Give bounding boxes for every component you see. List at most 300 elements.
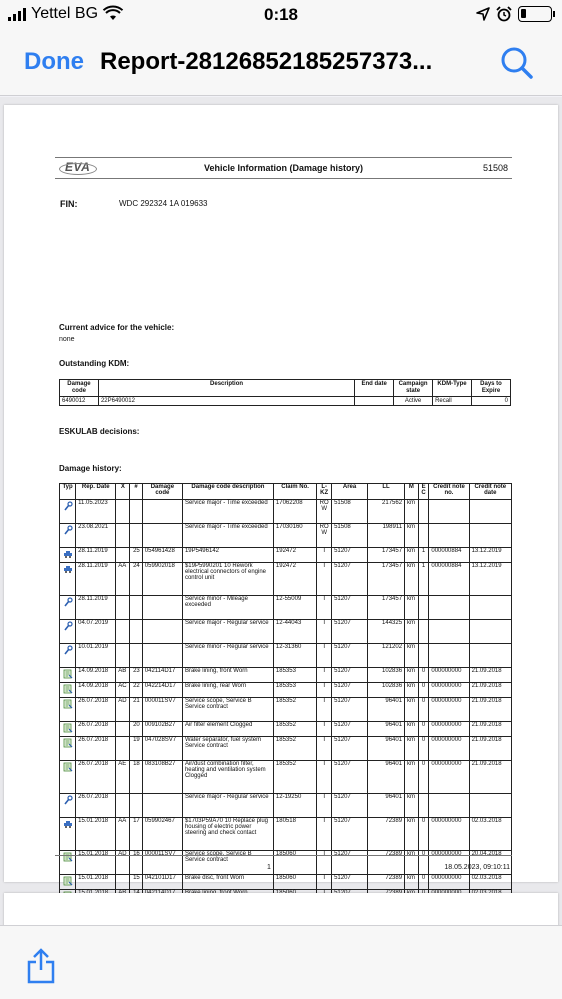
wrench-icon [63,621,73,631]
history-cell: km [405,737,419,761]
history-cell: I [317,563,332,596]
history-cell: 0 [418,761,429,794]
history-row [60,761,512,794]
history-cell: 13.12.2019 [469,548,511,563]
history-cell [116,500,130,524]
battery-icon [518,6,552,22]
nav-bar [0,32,562,96]
pdf-viewer[interactable] [0,97,562,925]
history-cell [469,500,511,524]
history-cell: 02.03.2018 [469,875,511,890]
history-type-cell [60,875,76,890]
history-cell: Brake disc, front Worn [182,875,273,890]
history-cell: 000011SV7 [142,698,182,722]
history-type-cell [60,722,76,737]
history-cell [142,620,182,644]
history-cell: 173457 [368,548,405,563]
history-cell: $1703P59A70 10 Replace plug housing of electric power steering and check contact [182,818,273,851]
report-footer [55,855,512,875]
history-cell: 000000000 [429,761,469,794]
print-datetime: 18.05.2023, 09:10:11 [444,864,510,871]
history-cell: 21.09.2018 [469,722,511,737]
history-label: Damage history: [59,464,122,473]
history-row [60,737,512,761]
service-document-icon [63,723,73,733]
history-row [60,524,512,548]
history-cell: 000000000 [429,737,469,761]
history-cell [418,794,429,818]
history-cell: 15.01.2018 [76,875,116,890]
history-cell: I [317,851,332,875]
history-cell: 24 [130,563,142,596]
history-row [60,500,512,524]
history-cell: 13.12.2019 [469,563,511,596]
history-type-cell [60,620,76,644]
history-cell: km [405,683,419,698]
document-title: Report-28126852185257373... [100,48,433,75]
history-cell: Service major - Regular service [182,620,273,644]
history-cell [116,596,130,620]
history-cell [469,596,511,620]
history-cell: 009102B27 [142,722,182,737]
history-cell: Air/dust combination filter, heating and ventilation system Clogged [182,761,273,794]
search-icon[interactable] [500,46,534,80]
history-cell [469,620,511,644]
history-cell [469,644,511,668]
history-cell: 51207 [332,596,368,620]
history-cell [130,500,142,524]
history-cell: 96401 [368,722,405,737]
history-cell: I [317,737,332,761]
history-cell: 15.01.2018 [76,818,116,851]
history-cell: km [405,620,419,644]
history-cell: 000000884 [429,563,469,596]
history-cell: 17 [130,818,142,851]
history-cell [116,644,130,668]
history-cell: 185060 [273,851,316,875]
history-cell: AC [116,683,130,698]
history-cell: 96401 [368,698,405,722]
kdm-cell: 22P6490012 [98,397,354,406]
history-cell [429,500,469,524]
status-bar [0,0,562,32]
history-cell: I [317,683,332,698]
pdf-page [4,105,558,882]
history-row [60,668,512,683]
history-cell: 121202 [368,644,405,668]
history-cell: 21.09.2018 [469,698,511,722]
history-cell: km [405,794,419,818]
history-cell [429,596,469,620]
history-row [60,875,512,890]
history-cell: 000000000 [429,875,469,890]
history-cell: 185353 [273,668,316,683]
history-cell: 000000884 [429,548,469,563]
history-cell: km [405,851,419,875]
history-cell: I [317,794,332,818]
history-cell [418,524,429,548]
history-cell: 0 [418,851,429,875]
history-cell: 102836 [368,683,405,698]
history-cell: 19P5496142 [182,548,273,563]
history-cell: 15 [130,875,142,890]
history-cell: 192472 [273,548,316,563]
history-type-cell [60,818,76,851]
history-cell: km [405,644,419,668]
history-cell: 0 [418,818,429,851]
history-cell: I [317,818,332,851]
history-cell: AA [116,818,130,851]
status-icons [476,6,552,22]
history-header-cell: Damage code [142,484,182,500]
bottom-toolbar [0,925,562,999]
history-cell: 25 [130,548,142,563]
history-cell [116,524,130,548]
advice-value: none [59,336,75,343]
service-document-icon [63,684,73,694]
history-cell [116,548,130,563]
history-header-cell: # [130,484,142,500]
history-cell: 15.01.2018 [76,851,116,875]
history-row [60,683,512,698]
history-cell: 51207 [332,683,368,698]
history-cell: I [317,548,332,563]
history-cell [130,524,142,548]
history-row [60,620,512,644]
history-cell: I [317,875,332,890]
history-cell: 17062208 [273,500,316,524]
history-cell: 96401 [368,737,405,761]
kdm-label: Outstanding KDM: [59,359,130,368]
history-header-cell: Damage code description [182,484,273,500]
alarm-icon [496,6,512,22]
history-cell: 12-19250 [273,794,316,818]
history-cell: 51207 [332,563,368,596]
history-cell: km [405,563,419,596]
history-cell: 28.11.2019 [76,596,116,620]
car-repair-icon [63,819,73,829]
history-cell: 000000000 [429,722,469,737]
history-cell: 28.11.2019 [76,563,116,596]
history-row [60,698,512,722]
history-cell [469,794,511,818]
history-header-cell: X [116,484,130,500]
location-icon [476,7,490,21]
history-cell: 0 [418,683,429,698]
kdm-header-cell: Description [98,380,354,397]
history-cell: 23.08.2021 [76,524,116,548]
history-cell [116,737,130,761]
history-cell: 26.07.2018 [76,698,116,722]
car-repair-icon [63,564,73,574]
history-type-cell [60,524,76,548]
wrench-icon [63,501,73,511]
history-cell: km [405,548,419,563]
kdm-cell: 6490012 [60,397,99,406]
history-cell: 51207 [332,875,368,890]
history-cell: 21.09.2018 [469,761,511,794]
report-title: Vehicle Information (Damage history) [203,163,364,173]
history-cell: 000000000 [429,818,469,851]
history-cell: 059902018 [142,563,182,596]
report-content [55,157,512,881]
kdm-header-cell: End date [355,380,394,397]
history-cell: 20.04.2018 [469,851,511,875]
history-cell [142,644,182,668]
history-cell: 0 [418,875,429,890]
history-cell: 51207 [332,737,368,761]
kdm-cell: 0 [472,397,511,406]
history-type-cell [60,683,76,698]
history-cell: 185060 [273,875,316,890]
history-cell: I [317,761,332,794]
history-cell: 26.07.2018 [76,794,116,818]
wrench-icon [63,597,73,607]
history-row [60,794,512,818]
history-cell [429,794,469,818]
history-header-cell: LL [368,484,405,500]
history-cell: 96401 [368,761,405,794]
history-cell: AB [116,668,130,683]
history-cell: RO W [317,524,332,548]
history-header-cell: Typ [60,484,76,500]
history-cell: 054961428 [142,548,182,563]
history-cell: 173457 [368,563,405,596]
history-cell: 185352 [273,737,316,761]
clock: 0:18 [263,5,299,24]
history-cell: AE [116,761,130,794]
history-cell: 185352 [273,722,316,737]
kdm-header-cell: KDM-Type [433,380,472,397]
history-cell: km [405,668,419,683]
history-cell: 51508 [332,500,368,524]
history-cell: 51207 [332,818,368,851]
history-header-cell: Area [332,484,368,500]
history-cell: 102836 [368,668,405,683]
history-cell: RO W [317,500,332,524]
history-cell: 51207 [332,851,368,875]
history-cell: 26.07.2018 [76,722,116,737]
history-header-cell: E C [418,484,429,500]
history-cell [418,500,429,524]
history-cell: 20 [130,722,142,737]
done-button[interactable]: Done [24,48,84,75]
history-cell: 51207 [332,548,368,563]
history-cell: 21 [130,698,142,722]
history-cell: Service scope, Service B Service contract [182,851,273,875]
eskulab-label: ESKULAB decisions: [59,427,140,436]
history-cell: 1 [418,563,429,596]
history-cell [418,644,429,668]
history-cell: 72389 [368,851,405,875]
history-type-cell [60,500,76,524]
history-cell: km [405,698,419,722]
history-row [60,644,512,668]
eva-logo: EVA [65,160,91,174]
history-cell [142,596,182,620]
history-cell: 17030160 [273,524,316,548]
history-cell: 10.01.2019 [76,644,116,668]
history-cell [418,596,429,620]
history-cell: 72389 [368,818,405,851]
history-cell: 185353 [273,683,316,698]
history-cell: 173457 [368,596,405,620]
kdm-cell: Recall [433,397,472,406]
history-cell: 180518 [273,818,316,851]
history-cell: I [317,644,332,668]
report-number: 51508 [482,163,508,173]
history-cell [469,524,511,548]
history-cell: km [405,875,419,890]
history-type-cell [60,644,76,668]
carrier-name: Yettel BG [31,5,99,22]
history-cell: 51207 [332,698,368,722]
history-cell: 1 [418,548,429,563]
history-type-cell [60,596,76,620]
history-cell: 21.09.2018 [469,668,511,683]
kdm-cell: Active [394,397,433,406]
fin-value: WDC 292324 1A 019633 [119,199,208,208]
history-cell: 51207 [332,620,368,644]
history-cell: Service major - Time exceeded [182,500,273,524]
history-cell: 042114D17 [142,668,182,683]
history-header-cell: M [405,484,419,500]
kdm-cell [355,397,394,406]
service-document-icon [63,699,73,709]
history-cell: km [405,818,419,851]
history-cell [116,722,130,737]
history-cell [116,620,130,644]
history-cell [130,644,142,668]
history-cell [418,620,429,644]
history-type-cell [60,737,76,761]
history-cell [142,524,182,548]
history-cell: Service major - Regular service [182,794,273,818]
history-cell: 042214D17 [142,683,182,698]
history-cell: 14.09.2018 [76,683,116,698]
service-document-icon [63,876,73,886]
history-cell: 72389 [368,875,405,890]
history-cell: 21.09.2018 [469,683,511,698]
history-cell: $19P5990201 10 Rework electrical connectors of engine control unit [182,563,273,596]
wrench-icon [63,525,73,535]
history-row [60,818,512,851]
history-header-cell: L-KZ [317,484,332,500]
history-cell: 51207 [332,722,368,737]
history-cell: 000011SV7 [142,851,182,875]
history-type-cell [60,794,76,818]
history-cell: 18 [130,761,142,794]
history-cell: 12-31360 [273,644,316,668]
history-cell: 51508 [332,524,368,548]
history-cell [130,596,142,620]
history-type-cell [60,548,76,563]
history-cell [130,794,142,818]
history-cell: 0 [418,698,429,722]
history-cell: 192472 [273,563,316,596]
history-cell: 000000000 [429,698,469,722]
history-cell: 0 [418,668,429,683]
history-cell: 16 [130,851,142,875]
history-row [60,563,512,596]
history-cell: AA [116,563,130,596]
history-cell: 11.05.2023 [76,500,116,524]
history-type-cell [60,698,76,722]
history-cell: I [317,596,332,620]
history-cell: 185352 [273,698,316,722]
history-cell [116,875,130,890]
history-cell: 19 [130,737,142,761]
page-number: 1 [267,864,271,871]
history-cell: AD [116,851,130,875]
car-repair-icon [63,549,73,559]
history-type-cell [60,761,76,794]
history-cell: 000000000 [429,851,469,875]
history-cell: 26.07.2018 [76,737,116,761]
history-cell: 217562 [368,500,405,524]
history-cell: I [317,698,332,722]
kdm-header-cell: Campaign state [394,380,433,397]
history-cell: 000000000 [429,683,469,698]
history-cell: 0 [418,722,429,737]
history-cell: km [405,596,419,620]
history-cell: Air filter element Clogged [182,722,273,737]
report-header [55,157,512,179]
history-cell: 51207 [332,794,368,818]
history-cell: Water separator, fuel system Service contract [182,737,273,761]
history-cell: Service major - Time exceeded [182,524,273,548]
history-cell: 0 [418,737,429,761]
history-cell: 28.11.2019 [76,548,116,563]
history-cell: 059902467 [142,818,182,851]
history-cell: 144325 [368,620,405,644]
history-row [60,596,512,620]
history-cell [142,794,182,818]
wrench-icon [63,795,73,805]
history-cell: 083108B27 [142,761,182,794]
history-type-cell [60,668,76,683]
history-cell [116,794,130,818]
history-cell [429,644,469,668]
history-header-cell: Claim No. [273,484,316,500]
history-cell: 23 [130,668,142,683]
share-icon[interactable] [26,948,56,984]
history-cell: AD [116,698,130,722]
wrench-icon [63,645,73,655]
history-row [60,548,512,563]
history-cell: km [405,524,419,548]
history-cell: 51207 [332,668,368,683]
history-cell: 51207 [332,644,368,668]
history-cell: Service minor - Mileage exceeded [182,596,273,620]
history-cell [429,620,469,644]
fin-label: FIN: [60,199,78,209]
kdm-table [59,379,511,406]
history-row [60,722,512,737]
service-document-icon [63,669,73,679]
kdm-header-cell: Damage code [60,380,99,397]
history-cell: I [317,620,332,644]
history-cell: 047028SV7 [142,737,182,761]
history-cell: 26.07.2018 [76,761,116,794]
history-cell [142,500,182,524]
history-type-cell [60,563,76,596]
history-cell: Service minor - Regular service [182,644,273,668]
history-cell: 14.09.2018 [76,668,116,683]
history-cell: 12-55009 [273,596,316,620]
history-cell: 51207 [332,761,368,794]
service-document-icon [63,738,73,748]
